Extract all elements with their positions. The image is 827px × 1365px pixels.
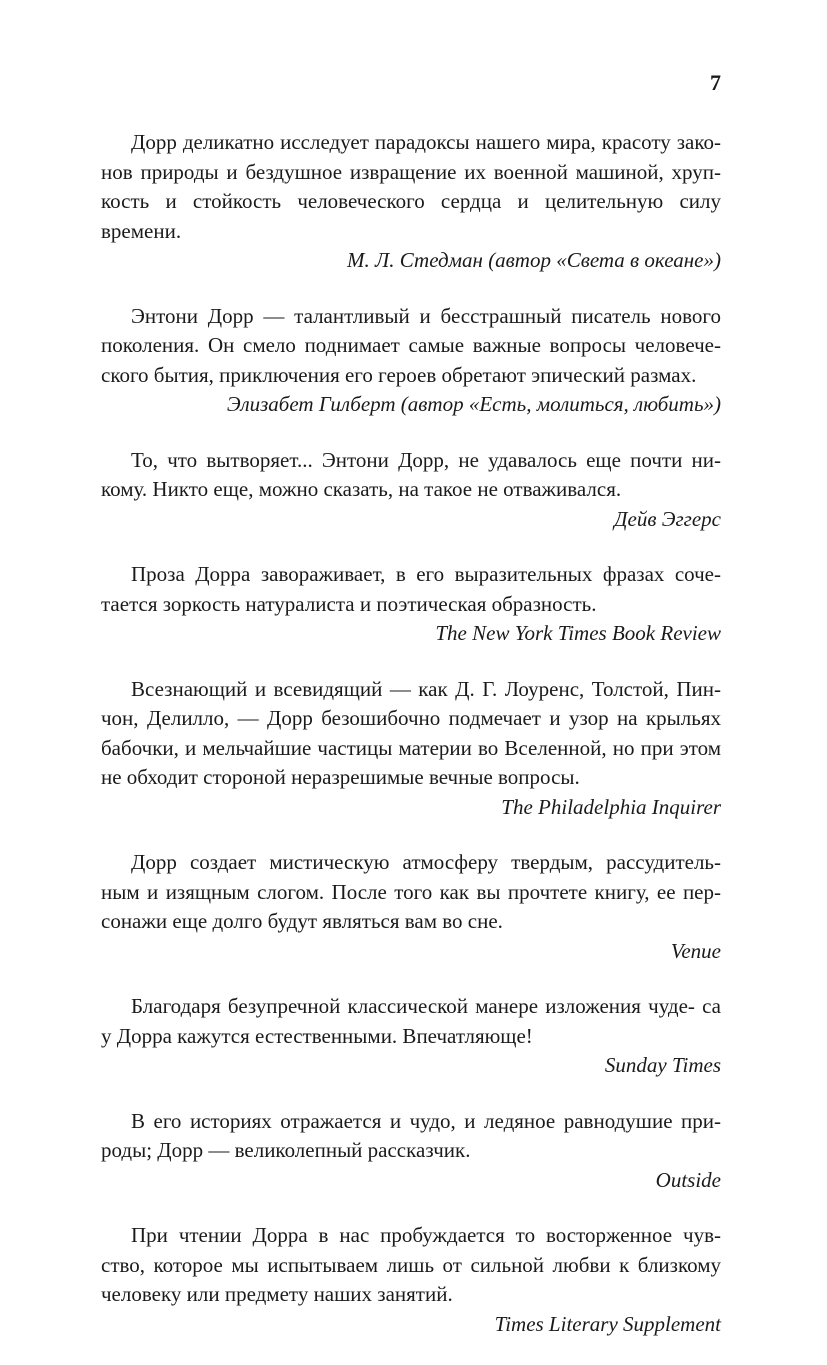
- quote-source: Элизабет Гилберт (автор «Есть, молиться, любить»): [226, 392, 721, 416]
- quote-text: При чтении Дорра в нас пробуждается то восторженное чув- ство, которое мы испытываем лишь от сильной любви к близкому человеку или предмету наших занятий.: [101, 1223, 721, 1306]
- review-quote: [101, 675, 721, 823]
- quote-source: Дейв Эггерс: [614, 506, 721, 531]
- review-quote: [101, 1107, 721, 1196]
- book-page: [101, 0, 721, 1336]
- quote-text: Проза Дорра завораживает, в его выразительных фразах соче- тается зоркость натуралиста и поэтическая образность.: [101, 562, 721, 616]
- quote-text: Всезнающий и всевидящий — как Д. Г. Лоуренс, Толстой, Пин- чон, Делилло, — Дорр безошибочно подмечает и узор на крыльях бабочки, и мельчайшие частицы материи во Вселенной, но при этом не обходит стороной неразрешимые вечные вопросы.: [101, 676, 721, 789]
- quote-text: То, что вытворяет... Энтони Дорр, не удавалось еще почти ни- кому. Никто еще, можно сказать, на такое не отваживался.: [101, 447, 721, 501]
- quote-source: М. Л. Стедман (автор «Света в океане»): [347, 248, 721, 272]
- quote-source: Outside: [655, 1167, 721, 1192]
- review-quote: [101, 992, 721, 1081]
- review-quote: [101, 302, 721, 420]
- quote-text: В его историях отражается и чудо, и ледяное равнодушие при- роды; Дорр — великолепный рассказчик.: [101, 1108, 721, 1162]
- quote-text: Благодаря безупречной классической манере изложения чуде- са у Дорра кажутся естественными. Впечатляюще!: [101, 994, 721, 1048]
- quote-source: The Philadelphia Inquirer: [501, 794, 721, 819]
- review-quote: [101, 560, 721, 649]
- quote-source: Times Literary Supplement: [494, 1311, 721, 1336]
- quote-text: Дорр деликатно исследует парадоксы нашего мира, красоту зако- нов природы и бездушное извращение их военной машиной, хруп- кость и стойкость человеческого сердца и целительную силу времени.: [101, 130, 721, 243]
- quote-source: Venue: [670, 938, 721, 963]
- quote-source: The New York Times Book Review: [435, 621, 721, 645]
- review-quote: [101, 1221, 721, 1339]
- review-quote: [101, 446, 721, 535]
- review-quote: [101, 128, 721, 276]
- page-number: 7: [710, 70, 721, 95]
- review-quotes: [101, 128, 721, 1365]
- quote-source: Sunday Times: [604, 1053, 721, 1077]
- review-quote: [101, 848, 721, 966]
- quote-text: Энтони Дорр — талантливый и бесстрашный писатель нового поколения. Он смело поднимает самые важные вопросы человече- ского бытия, приключения его героев обретают эпический размах.: [101, 303, 721, 387]
- quote-text: Дорр создает мистическую атмосферу твердым, рассудитель- ным и изящным слогом. После того как вы прочтете книгу, ее пер- сонажи еще долго будут являться вам во сне.: [101, 850, 721, 933]
